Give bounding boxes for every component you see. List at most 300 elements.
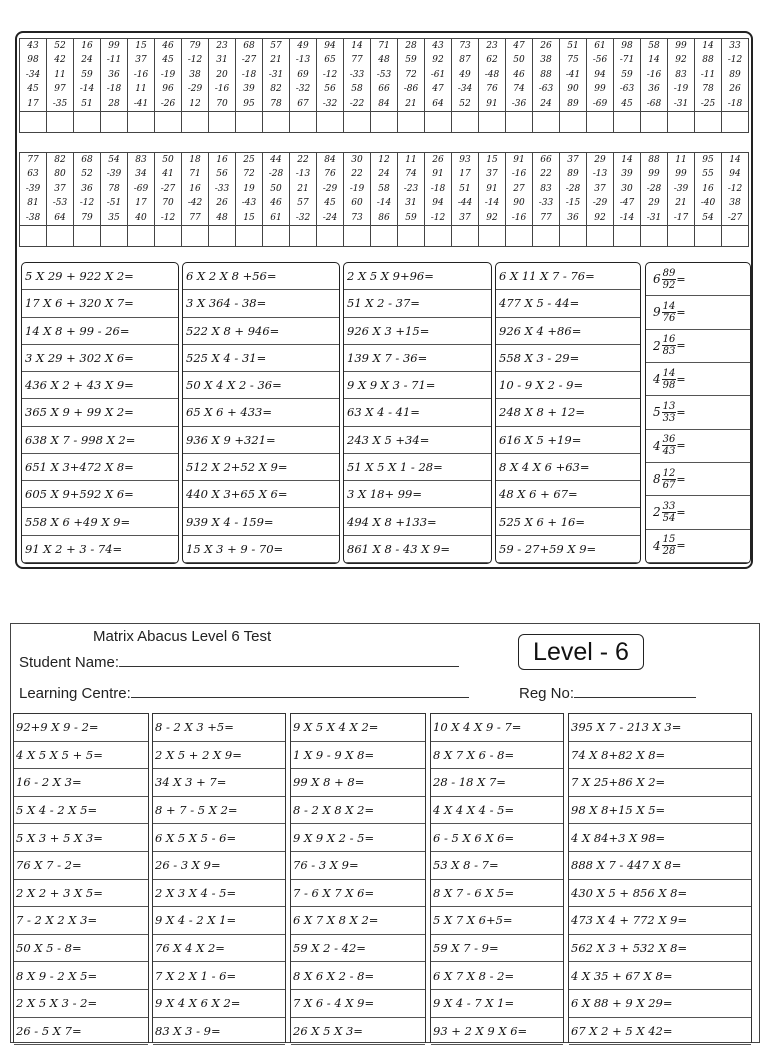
column-number: 79 <box>81 212 93 223</box>
fraction-row[interactable] <box>646 530 750 563</box>
expression-row[interactable]: 248 X 8 + 12= <box>496 399 640 426</box>
answer-cell[interactable] <box>398 112 425 133</box>
test-question-row[interactable]: 5 X 4 - 2 X 5= <box>14 797 148 825</box>
column-number: 40 <box>135 212 147 223</box>
answer-cell[interactable] <box>398 226 425 247</box>
column-number: -35 <box>52 98 68 109</box>
expression-row[interactable]: 5 X 29 + 922 X 2= <box>22 263 178 290</box>
answer-cell[interactable] <box>452 226 479 247</box>
test-question-row[interactable]: 9 X 5 X 4 X 2= <box>291 714 425 742</box>
mixed-fraction <box>649 363 686 395</box>
answer-cell[interactable] <box>479 226 506 247</box>
answer-cell[interactable] <box>128 226 155 247</box>
expression-row[interactable]: 365 X 9 + 99 X 2= <box>22 399 178 426</box>
column-number: 45 <box>621 98 633 109</box>
fraction-row[interactable] <box>646 263 750 296</box>
answer-cell[interactable] <box>20 226 47 247</box>
expression-row[interactable]: 939 X 4 - 159= <box>183 508 339 535</box>
answer-cell[interactable] <box>47 112 74 133</box>
expression-row[interactable]: 440 X 3+65 X 6= <box>183 481 339 508</box>
column-number: 36 <box>81 183 93 194</box>
column-number: -15 <box>565 198 581 209</box>
column-number: 37 <box>486 169 498 180</box>
answer-cell[interactable] <box>641 226 668 247</box>
answer-cell[interactable] <box>47 226 74 247</box>
fraction-row[interactable] <box>646 296 750 329</box>
column-number: 91 <box>432 169 444 180</box>
test-question-row[interactable]: 5 X 3 + 5 X 3= <box>14 824 148 852</box>
expression-row[interactable]: 926 X 4 +86= <box>496 318 640 345</box>
expression-row[interactable]: 50 X 4 X 2 - 36= <box>183 372 339 399</box>
answer-cell[interactable] <box>101 112 128 133</box>
column-number: 73 <box>459 41 471 51</box>
expression-row[interactable]: 494 X 8 +133= <box>344 508 491 535</box>
answer-cell[interactable] <box>533 226 560 247</box>
column-number: 51 <box>459 183 471 194</box>
fraction-row[interactable] <box>646 363 750 396</box>
test-question-row[interactable]: 50 X 5 - 8= <box>14 935 148 963</box>
test-question-row[interactable]: 1 X 9 - 9 X 8= <box>291 742 425 770</box>
number-column <box>344 39 371 112</box>
fraction-part <box>662 368 677 391</box>
column-number: -68 <box>646 98 662 109</box>
test-question-row[interactable]: 16 - 2 X 3= <box>14 769 148 797</box>
column-number: 88 <box>648 155 660 165</box>
answer-cell[interactable] <box>128 112 155 133</box>
expression-row[interactable]: 6 X 2 X 8 +56= <box>183 263 339 290</box>
column-number: 76 <box>324 169 336 180</box>
column-number: 56 <box>324 84 336 95</box>
column-number: 14 <box>702 41 714 51</box>
test-question-row[interactable]: 6 X 7 X 8 X 2= <box>291 907 425 935</box>
test-column-2 <box>152 713 286 1043</box>
column-number: 37 <box>54 183 66 194</box>
column-number: 70 <box>162 198 174 209</box>
answer-cell[interactable] <box>317 112 344 133</box>
column-number: -31 <box>268 69 284 80</box>
mixed-fraction <box>649 396 686 428</box>
answer-cell[interactable] <box>614 112 641 133</box>
test-question-row[interactable]: 28 - 18 X 7= <box>431 769 563 797</box>
test-question-row[interactable]: 59 X 7 - 9= <box>431 935 563 963</box>
expression-row[interactable]: 436 X 2 + 43 X 9= <box>22 372 178 399</box>
answer-cell[interactable] <box>263 226 290 247</box>
column-number: 59 <box>405 55 417 66</box>
column-number: 82 <box>270 84 282 95</box>
answer-cell[interactable] <box>506 226 533 247</box>
column-number: -11 <box>700 69 716 80</box>
answer-cell[interactable] <box>290 112 317 133</box>
test-question-row[interactable]: 6 X 5 X 5 - 6= <box>153 824 285 852</box>
column-number: -31 <box>646 212 662 223</box>
column-number: 35 <box>108 212 120 223</box>
answer-cell[interactable] <box>236 112 263 133</box>
column-number: 94 <box>729 169 741 180</box>
test-question-row[interactable]: 8 - 2 X 8 X 2= <box>291 797 425 825</box>
number-column <box>425 153 452 226</box>
fraction-denominator: 67 <box>662 479 676 491</box>
column-number: 88 <box>540 69 552 80</box>
test-question-row[interactable]: 74 X 8+82 X 8= <box>569 742 751 770</box>
answer-cell[interactable] <box>182 112 209 133</box>
expression-row[interactable]: 15 X 3 + 9 - 70= <box>183 536 339 563</box>
column-number: -29 <box>322 183 338 194</box>
answer-cell[interactable] <box>452 112 479 133</box>
test-question-row[interactable]: 7 - 6 X 7 X 6= <box>291 880 425 908</box>
column-number: 49 <box>297 41 309 51</box>
answer-cell[interactable] <box>317 226 344 247</box>
expression-row[interactable]: 65 X 6 + 433= <box>183 399 339 426</box>
answer-cell[interactable] <box>695 226 722 247</box>
test-question-row[interactable]: 4 X 84+3 X 98= <box>569 824 751 852</box>
column-number: 33 <box>729 41 741 51</box>
column-number: 58 <box>648 41 660 51</box>
test-question-row[interactable]: 2 X 5 X 3 - 2= <box>14 990 148 1018</box>
column-number: 79 <box>189 41 201 51</box>
column-number: 39 <box>621 169 633 180</box>
student-name-field[interactable] <box>19 654 459 671</box>
expression-row[interactable]: 605 X 9+592 X 6= <box>22 481 178 508</box>
number-column <box>155 39 182 112</box>
answer-cell[interactable] <box>74 226 101 247</box>
column-number: 16 <box>189 183 201 194</box>
expression-row[interactable]: 243 X 5 +34= <box>344 427 491 454</box>
fraction-row[interactable] <box>646 396 750 429</box>
expression-row[interactable]: 525 X 4 - 31= <box>183 345 339 372</box>
test-question-row[interactable]: 8 X 7 - 6 X 5= <box>431 880 563 908</box>
fraction-denominator: 54 <box>662 512 676 524</box>
reg-no-line[interactable] <box>574 697 696 698</box>
expression-row[interactable]: 651 X 3+472 X 8= <box>22 454 178 481</box>
answer-cell[interactable] <box>344 226 371 247</box>
expression-row[interactable]: 51 X 5 X 1 - 28= <box>344 454 491 481</box>
answer-cell[interactable] <box>641 112 668 133</box>
answer-cell[interactable] <box>587 226 614 247</box>
answer-cell[interactable] <box>371 112 398 133</box>
answer-cell[interactable] <box>479 112 506 133</box>
test-question-row[interactable]: 67 X 2 + 5 X 42= <box>569 1018 751 1045</box>
test-question-row[interactable]: 6 X 7 X 8 - 2= <box>431 962 563 990</box>
test-question-row[interactable]: 8 X 6 X 2 - 8= <box>291 962 425 990</box>
column-number: 24 <box>540 98 552 109</box>
test-question-row[interactable]: 9 X 9 X 2 - 5= <box>291 824 425 852</box>
answer-cell[interactable] <box>182 226 209 247</box>
column-number: 92 <box>432 55 444 66</box>
test-question-row[interactable]: 99 X 8 + 8= <box>291 769 425 797</box>
answer-cell[interactable] <box>560 112 587 133</box>
answer-cell[interactable] <box>506 112 533 133</box>
column-number: 22 <box>297 155 309 165</box>
level-badge: Level - 6 <box>518 634 644 670</box>
column-number: 81 <box>27 198 39 209</box>
answer-cell[interactable] <box>155 112 182 133</box>
fraction-whole: 4 <box>653 372 661 387</box>
expression-row[interactable]: 936 X 9 +321= <box>183 427 339 454</box>
answer-cell[interactable] <box>20 112 47 133</box>
fraction-part <box>662 334 677 357</box>
column-number: 37 <box>567 155 579 165</box>
column-number: -71 <box>619 55 635 66</box>
equals-sign: = <box>676 339 686 353</box>
test-question-row[interactable]: 2 X 3 X 4 - 5= <box>153 880 285 908</box>
expression-row[interactable]: 477 X 5 - 44= <box>496 290 640 317</box>
test-question-row[interactable]: 10 X 4 X 9 - 7= <box>431 714 563 742</box>
column-number: 11 <box>135 84 147 95</box>
expression-row[interactable]: 525 X 6 + 16= <box>496 508 640 535</box>
column-number: -34 <box>457 84 473 95</box>
column-number: 14 <box>729 155 741 165</box>
fraction-part <box>662 401 677 424</box>
column-number: 23 <box>216 41 228 51</box>
column-number: 23 <box>486 41 498 51</box>
expression-row[interactable]: 63 X 4 - 41= <box>344 399 491 426</box>
test-question-row[interactable]: 9 X 4 X 6 X 2= <box>153 990 285 1018</box>
number-column <box>20 153 47 226</box>
column-number: -12 <box>430 212 446 223</box>
expression-row[interactable]: 3 X 18+ 99= <box>344 481 491 508</box>
column-number: 72 <box>243 169 255 180</box>
test-question-row[interactable]: 9 X 4 - 7 X 1= <box>431 990 563 1018</box>
expression-row[interactable]: 616 X 5 +19= <box>496 427 640 454</box>
answer-cell[interactable] <box>614 226 641 247</box>
test-question-row[interactable]: 4 X 4 X 4 - 5= <box>431 797 563 825</box>
column-number: 11 <box>54 69 66 80</box>
test-question-row[interactable]: 98 X 8+15 X 5= <box>569 797 751 825</box>
column-number: 30 <box>351 155 363 165</box>
test-question-row[interactable]: 8 + 7 - 5 X 2= <box>153 797 285 825</box>
test-question-row[interactable]: 7 X 25+86 X 2= <box>569 769 751 797</box>
column-number: 47 <box>432 84 444 95</box>
column-number: 36 <box>567 212 579 223</box>
test-question-row[interactable]: 7 X 6 - 4 X 9= <box>291 990 425 1018</box>
answer-cell[interactable] <box>533 112 560 133</box>
column-number: -53 <box>52 198 68 209</box>
column-number: 29 <box>594 155 606 165</box>
fraction-numerator: 16 <box>662 334 676 346</box>
column-number: -63 <box>619 84 635 95</box>
fraction-row[interactable] <box>646 463 750 496</box>
column-number: -69 <box>133 183 149 194</box>
expression-row[interactable]: 10 - 9 X 2 - 9= <box>496 372 640 399</box>
test-question-row[interactable]: 26 - 3 X 9= <box>153 852 285 880</box>
test-question-row[interactable]: 34 X 3 + 7= <box>153 769 285 797</box>
column-number: -61 <box>430 69 446 80</box>
test-question-row[interactable]: 430 X 5 + 856 X 8= <box>569 880 751 908</box>
number-column <box>371 39 398 112</box>
test-question-row[interactable]: 76 X 4 X 2= <box>153 935 285 963</box>
column-number: -32 <box>322 98 338 109</box>
answer-cell[interactable] <box>263 112 290 133</box>
column-number: 61 <box>594 41 606 51</box>
test-question-row[interactable]: 7 X 2 X 1 - 6= <box>153 962 285 990</box>
answer-cell[interactable] <box>722 226 749 247</box>
answer-cell[interactable] <box>290 226 317 247</box>
test-question-row[interactable]: 93 + 2 X 9 X 6= <box>431 1018 563 1045</box>
column-number: -39 <box>106 169 122 180</box>
expression-row[interactable]: 2 X 5 X 9+96= <box>344 263 491 290</box>
column-number: -18 <box>106 84 122 95</box>
fraction-row[interactable] <box>646 430 750 463</box>
number-column <box>641 39 668 112</box>
answer-cell[interactable] <box>74 112 101 133</box>
answer-cell[interactable] <box>425 226 452 247</box>
test-question-row[interactable]: 562 X 3 + 532 X 8= <box>569 935 751 963</box>
answer-cell[interactable] <box>587 112 614 133</box>
expression-row[interactable]: 638 X 7 - 998 X 2= <box>22 427 178 454</box>
column-number: 52 <box>459 98 471 109</box>
number-column <box>533 153 560 226</box>
expression-row[interactable]: 51 X 2 - 37= <box>344 290 491 317</box>
test-question-row[interactable]: 92+9 X 9 - 2= <box>14 714 148 742</box>
test-question-row[interactable]: 2 X 5 + 2 X 9= <box>153 742 285 770</box>
equals-sign: = <box>676 305 686 319</box>
fraction-part <box>662 434 677 457</box>
student-name-line[interactable] <box>119 666 459 667</box>
answer-cell[interactable] <box>371 226 398 247</box>
number-column <box>128 153 155 226</box>
fraction-row[interactable] <box>646 330 750 363</box>
number-column <box>452 39 479 112</box>
answer-cell[interactable] <box>722 112 749 133</box>
test-question-row[interactable]: 59 X 2 - 42= <box>291 935 425 963</box>
column-number: 92 <box>594 212 606 223</box>
fraction-row[interactable] <box>646 496 750 529</box>
number-column <box>182 39 209 112</box>
test-question-row[interactable]: 8 - 2 X 3 +5= <box>153 714 285 742</box>
column-number: 97 <box>54 84 66 95</box>
column-number: 49 <box>459 69 471 80</box>
test-question-row[interactable]: 6 - 5 X 6 X 6= <box>431 824 563 852</box>
column-number: 20 <box>216 69 228 80</box>
test-question-row[interactable]: 26 X 5 X 3= <box>291 1018 425 1045</box>
expression-row[interactable]: 3 X 364 - 38= <box>183 290 339 317</box>
fraction-numerator: 14 <box>662 300 676 312</box>
column-number: 45 <box>27 84 39 95</box>
column-number: -14 <box>619 212 635 223</box>
test-column-1 <box>13 713 149 1043</box>
test-question-row[interactable]: 888 X 7 - 447 X 8= <box>569 852 751 880</box>
expression-row[interactable]: 48 X 6 + 67= <box>496 481 640 508</box>
expression-column-1 <box>21 262 179 564</box>
test-question-row[interactable]: 395 X 7 - 213 X 3= <box>569 714 751 742</box>
expression-row[interactable]: 139 X 7 - 36= <box>344 345 491 372</box>
answer-cell[interactable] <box>560 226 587 247</box>
column-number: 99 <box>648 169 660 180</box>
column-number: 37 <box>135 55 147 66</box>
test-question-row[interactable]: 7 - 2 X 2 X 3= <box>14 907 148 935</box>
test-question-row[interactable]: 4 X 5 X 5 + 5= <box>14 742 148 770</box>
column-number: 42 <box>54 55 66 66</box>
expression-row[interactable]: 558 X 6 +49 X 9= <box>22 508 178 535</box>
expression-row[interactable]: 91 X 2 + 3 - 74= <box>22 536 178 563</box>
expression-row[interactable]: 558 X 3 - 29= <box>496 345 640 372</box>
column-number: -27 <box>727 212 743 223</box>
column-number: -56 <box>592 55 608 66</box>
column-number: 99 <box>594 84 606 95</box>
column-number: 66 <box>378 84 390 95</box>
expression-row[interactable]: 14 X 8 + 99 - 26= <box>22 318 178 345</box>
column-number: 21 <box>297 183 309 194</box>
answer-cell[interactable] <box>209 226 236 247</box>
expression-row[interactable]: 6 X 11 X 7 - 76= <box>496 263 640 290</box>
column-number: -16 <box>133 69 149 80</box>
column-number: -36 <box>511 98 527 109</box>
column-number: -17 <box>673 212 689 223</box>
answer-cell[interactable] <box>695 112 722 133</box>
answer-cell[interactable] <box>668 112 695 133</box>
expression-row[interactable]: 926 X 3 +15= <box>344 318 491 345</box>
column-number: -22 <box>349 98 365 109</box>
column-number: 59 <box>81 69 93 80</box>
column-number: 73 <box>351 212 363 223</box>
column-number: 92 <box>675 55 687 66</box>
column-number: -42 <box>187 198 203 209</box>
reg-no-field[interactable] <box>519 685 696 702</box>
number-column <box>506 153 533 226</box>
expression-row[interactable]: 522 X 8 + 946= <box>183 318 339 345</box>
answer-cell[interactable] <box>425 112 452 133</box>
number-column <box>236 153 263 226</box>
answer-cell[interactable] <box>209 112 236 133</box>
test-question-row[interactable]: 4 X 35 + 67 X 8= <box>569 962 751 990</box>
mixed-fraction <box>649 463 686 495</box>
test-question-row[interactable]: 9 X 4 - 2 X 1= <box>153 907 285 935</box>
expression-row[interactable]: 512 X 2+52 X 9= <box>183 454 339 481</box>
mixed-fraction <box>649 263 686 295</box>
column-number: -41 <box>133 98 149 109</box>
test-question-row[interactable]: 2 X 2 + 3 X 5= <box>14 880 148 908</box>
test-question-row[interactable]: 5 X 7 X 6+5= <box>431 907 563 935</box>
expression-row[interactable]: 861 X 8 - 43 X 9= <box>344 536 491 563</box>
column-number: 47 <box>513 41 525 51</box>
column-number: -29 <box>187 84 203 95</box>
column-number: 14 <box>621 155 633 165</box>
test-question-row[interactable]: 53 X 8 - 7= <box>431 852 563 880</box>
learning-centre-line[interactable] <box>131 697 469 698</box>
answer-cell[interactable] <box>344 112 371 133</box>
column-number: 38 <box>729 198 741 209</box>
test-question-row[interactable]: 8 X 7 X 6 - 8= <box>431 742 563 770</box>
test-question-row[interactable]: 76 X 7 - 2= <box>14 852 148 880</box>
answer-cell[interactable] <box>668 226 695 247</box>
number-column <box>74 39 101 112</box>
expression-row[interactable]: 9 X 9 X 3 - 71= <box>344 372 491 399</box>
test-question-row[interactable]: 6 X 88 + 9 X 29= <box>569 990 751 1018</box>
test-question-row[interactable]: 8 X 9 - 2 X 5= <box>14 962 148 990</box>
column-number: 91 <box>486 98 498 109</box>
column-number: -12 <box>727 183 743 194</box>
learning-centre-field[interactable] <box>19 685 469 702</box>
fraction-denominator: 98 <box>662 379 676 391</box>
answer-cell[interactable] <box>155 226 182 247</box>
expression-row[interactable]: 8 X 4 X 6 +63= <box>496 454 640 481</box>
column-number: 24 <box>378 169 390 180</box>
fraction-part <box>662 501 677 524</box>
test-question-row[interactable]: 473 X 4 + 772 X 9= <box>569 907 751 935</box>
answer-cell[interactable] <box>101 226 128 247</box>
column-number: 75 <box>567 55 579 66</box>
equals-sign: = <box>676 372 686 386</box>
expression-row[interactable]: 3 X 29 + 302 X 6= <box>22 345 178 372</box>
test-question-row[interactable]: 26 - 5 X 7= <box>14 1018 148 1045</box>
test-question-row[interactable]: 83 X 3 - 9= <box>153 1018 285 1045</box>
expression-row[interactable]: 17 X 6 + 320 X 7= <box>22 290 178 317</box>
fraction-part <box>662 268 677 291</box>
test-question-row[interactable]: 76 - 3 X 9= <box>291 852 425 880</box>
expression-row[interactable]: 59 - 27+59 X 9= <box>496 536 640 563</box>
answer-cell[interactable] <box>236 226 263 247</box>
column-number: 46 <box>270 198 282 209</box>
